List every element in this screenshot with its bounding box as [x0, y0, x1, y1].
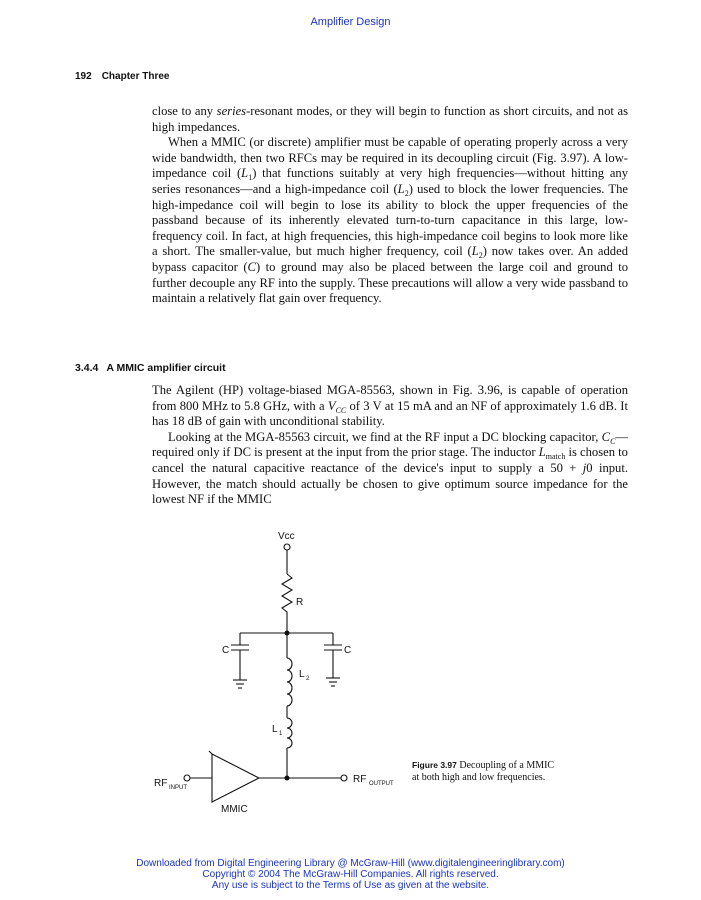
c-right-label: C	[344, 645, 352, 656]
figure-number: Figure 3.97	[412, 760, 457, 770]
page-number: 192	[75, 71, 92, 82]
section-title: A MMIC amplifier circuit	[106, 362, 226, 374]
rf-input-label: RF	[154, 778, 168, 789]
rf-output-label: RF	[353, 774, 367, 785]
l2-subscript: 2	[306, 676, 310, 682]
figure-caption-text: Decoupling of a MMIC at both high and low frequencies.	[412, 760, 555, 783]
running-head	[75, 71, 169, 82]
rf-output-subscript: OUTPUT	[369, 781, 394, 787]
section-number: 3.4.4	[75, 362, 99, 374]
paragraph: When a MMIC (or discrete) amplifier must be capable of operating properly across a very wide bandwidth, then two RFCs may be required in its decoupling circuit (Fig. 3.97). A low-impedance coil $(L_1)$ that functions suitably at very high frequencies—without hitting any series resonances—and a high-impedance coil $(L_2)$ used to block the lower frequencies. The high-impedance coil will begin to lose its ability to block the upper frequencies of the passband because of its inherently elevated turn-to-turn capacitance in this large, low-frequency coil. In fact, at high frequencies, this high-impedance coil begins to look more like a short. The smaller-value, but much higher frequency, coil $(L_2)$ now takes over. An added bypass capacitor (C) to ground may also be placed between the large coil and ground to further decouple any RF into the supply. These precautions will allow a very wide passband to maintain a relatively flat gain over frequency.	[152, 135, 629, 306]
rf-output-terminal	[341, 775, 347, 781]
vcc-terminal	[284, 544, 290, 550]
chapter-title: Chapter Three	[101, 71, 170, 82]
figure-caption	[412, 760, 562, 783]
paragraph: Looking at the MGA-85563 circuit, we find at the RF input a DC blocking capacitor, $C_C—required$ only if DC is present at the input from the prior stage. The inductor $L_{match}$ is chosen to cancel the natural capacitive reactance of the device's input to supply a 50 + j0 input. However, the match should actually be chosen to give optimum source impedance for the lowest NF if the MMIC	[152, 429, 628, 507]
mmic-label: MMIC	[221, 804, 248, 815]
section-heading	[75, 362, 226, 374]
amplifier-triangle	[212, 754, 259, 802]
l1-subscript: 1	[279, 731, 283, 737]
footer-download-link[interactable]: Downloaded from Digital Engineering Library @ McGraw-Hill (www.digitalengineeringlibrary.com)	[136, 858, 565, 869]
top-banner: Amplifier Design	[310, 16, 391, 28]
footer	[0, 858, 701, 891]
body-text-block-2	[152, 383, 628, 508]
rf-input-terminal	[184, 775, 190, 781]
l2-label: L	[299, 669, 305, 680]
c-left-label: C	[222, 645, 230, 656]
resistor-r	[282, 574, 292, 633]
footer-copyright: Copyright © 2004 The McGraw-Hill Companies. All rights reserved.	[202, 869, 499, 880]
paragraph: close to any series-resonant modes, or they will begin to function as short circuits, and not as high impedances.	[152, 104, 628, 134]
footer-terms[interactable]: Any use is subject to the Terms of Use as given at the website.	[211, 880, 490, 891]
rf-input-subscript: INPUT	[169, 785, 187, 791]
vcc-label: Vcc	[278, 531, 295, 542]
l1-label: L	[272, 724, 278, 735]
inductor-l1	[287, 718, 292, 748]
r-label: R	[296, 597, 304, 608]
decoupling-circuit-diagram	[140, 522, 420, 822]
inductor-l2	[287, 658, 292, 706]
body-text-block-1	[152, 104, 628, 307]
paragraph: The Agilent (HP) voltage-biased MGA-85563, shown in Fig. 3.96, is capable of operation from 800 MHz to 5.8 GHz, with a $V_{CC}$ of 3 V at 15 mA and an NF of approximately 1.6 dB. It has 18 dB of gain with unconditional stability.	[152, 383, 628, 429]
